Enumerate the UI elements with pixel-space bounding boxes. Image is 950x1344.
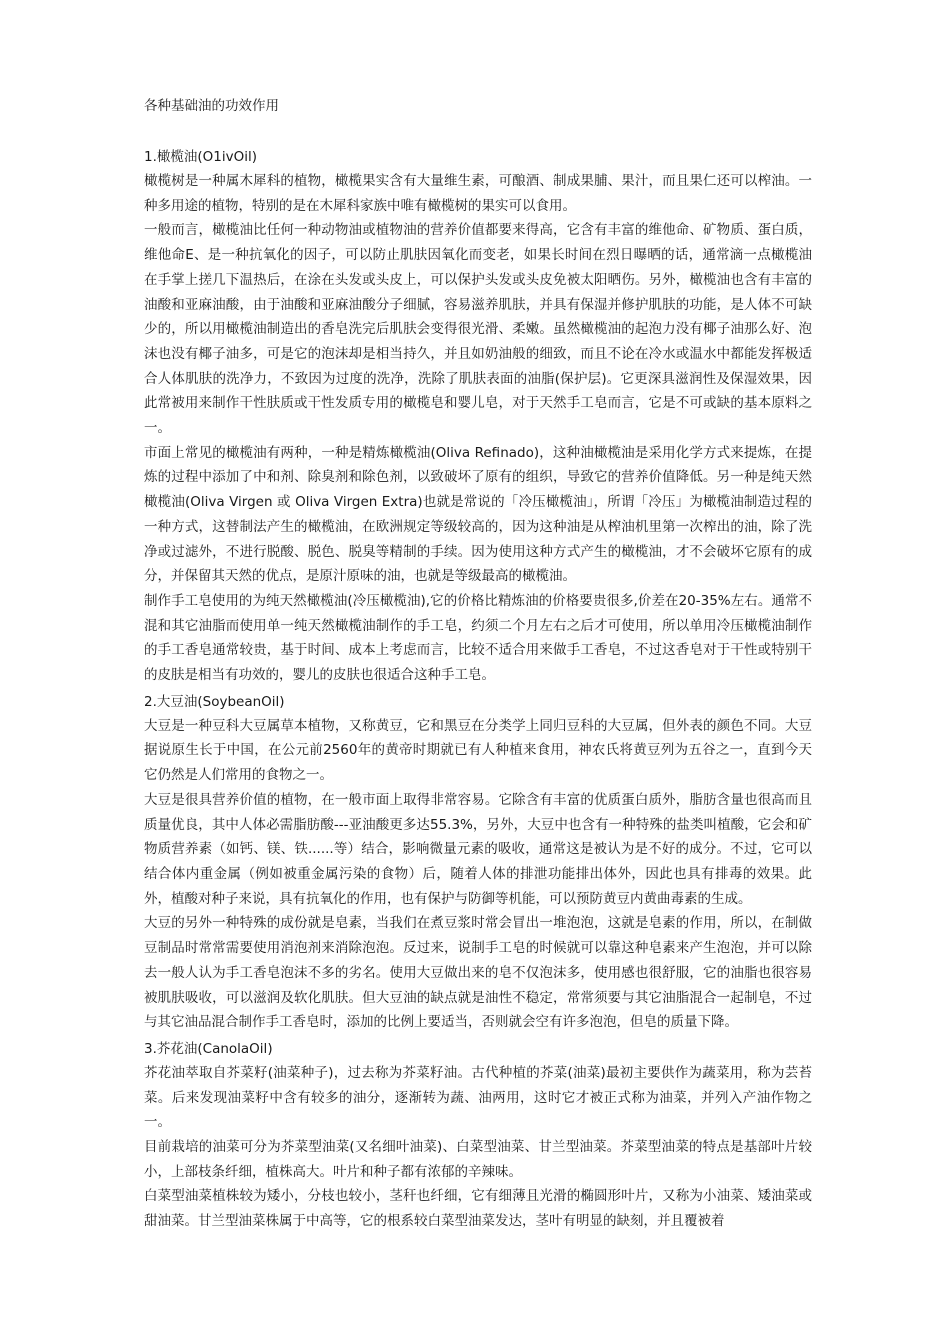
paragraph: 目前栽培的油菜可分为芥菜型油菜(又名细叶油菜)、白菜型油菜、甘兰型油菜。芥菜型油菜的特点是基部叶片较小，上部枝条纤细，植株高大。叶片和种子都有浓郁的辛辣味。: [144, 1139, 812, 1180]
paragraph: 橄榄树是一种属木犀科的植物，橄榄果实含有大量维生素，可酿酒、制成果脯、果汁，而且果仁还可以榨油。一种多用途的植物，特别的是在木犀科家族中唯有橄榄树的果实可以食用。: [144, 173, 812, 214]
paragraph: 大豆是很具营养价值的植物，在一般市面上取得非常容易。它除含有丰富的优质蛋白质外，脂肪含量也很高而且质量优良，其中人体必需脂肪酸---亚油酸更多达55.3%，另外，大豆中也含有一种特殊的盐类叫植酸，它会和矿物质营养素（如钙、镁、铁......等）结合，影响微量元素的吸收，通常这是被认为是不好的成分。不过，它可以结合体内重金属（例如被重金属污染的食物）后，随着人体的排泄功能排出体外，因此也具有排毒的效果。此外，植酸对种子来说，具有抗氧化的作用，也有保护与防御等机能，可以预防黄豆内黄曲毒素的生成。: [144, 791, 812, 907]
document-title: 各种基础油的功效作用: [144, 98, 279, 114]
section-heading-soybean-oil: 2.大豆油(SoybeanOil): [144, 693, 285, 710]
paragraph: 大豆是一种豆科大豆属草本植物，又称黄豆，它和黑豆在分类学上同归豆科的大豆属，但外表的颜色不同。大豆据说原生长于中国，在公元前2560年的黄帝时期就已有人种植来食用，神农氏将黄豆列为五谷之一，直到今天它仍然是人们常用的食物之一。: [144, 717, 812, 784]
paragraph: 白菜型油菜植株较为矮小，分枝也较小，茎秆也纤细，它有细薄且光滑的椭圆形叶片，又称为小油菜、矮油菜或甜油菜。甘兰型油菜株属于中高等，它的根系较白菜型油菜发达，茎叶有明显的缺刻，并且覆被着: [144, 1188, 812, 1230]
paragraph: 市面上常见的橄榄油有两种，一种是精炼橄榄油(Oliva Refinado)，这种油橄榄油是采用化学方式来提炼，在提炼的过程中添加了中和剂、除臭剂和除色剂，以致破坏了原有的组织，导致它的营养价值降低。另一种是纯天然橄榄油(Oliva Virgen 或 Oliva Virgen Extra)也就是常说的「冷压橄榄油」，所谓「冷压」为橄榄油制造过程的一种方式，这替制法产生的橄榄油，在欧洲规定等级较高的，因为这种油是从榨油机里第一次榨出的油，除了洗净或过滤外，不进行脱酸、脱色、脱臭等精制的手续。因为使用这种方式产生的橄榄油，才不会破坏它原有的成分，并保留其天然的优点，是原汁原味的油，也就是等级最高的橄榄油。: [144, 444, 812, 585]
paragraph: 制作手工皂使用的为纯天然橄榄油(冷压橄榄油),它的价格比精炼油的价格要贵很多,价差在20-35%左右。通常不混和其它油脂而使用单一纯天然橄榄油制作的手工皂，约须二个月左右之后才可使用，所以单用冷压橄榄油制作的手工香皂通常较贵，基于时间、成本上考虑而言，比较不适合用来做手工香皂，不过这香皂对于干性或特别干的皮肤是相当有功效的，婴儿的皮肤也很适合这种手工皂。: [144, 592, 812, 684]
paragraph: 芥花油萃取自芥菜籽(油菜种子)，过去称为芥菜籽油。古代种植的芥菜(油菜)最初主要供作为蔬菜用，称为芸苔菜。后来发现油菜籽中含有较多的油分，逐渐转为蔬、油两用，这时它才被正式称为油菜，并列入产油作物之一。: [144, 1064, 812, 1131]
section-heading-olive-oil: 1.橄榄油(O1ivOil): [144, 149, 257, 165]
document-body: [144, 95, 812, 1234]
paragraph: 大豆的另外一种特殊的成份就是皂素，当我们在煮豆浆时常会冒出一堆泡泡，这就是皂素的作用，所以，在制做豆制品时常常需要使用消泡剂来消除泡泡。反过来，说制手工皂的时候就可以靠这种皂素来产生泡泡，并可以除去一般人认为手工香皂泡沫不多的劣名。使用大豆做出来的皂不仅泡沫多，使用感也很舒服，它的油脂也很容易被肌肤吸收，可以滋润及软化肌肤。但大豆油的缺点就是油性不稳定，常常须要与其它油脂混合一起制皂，不过与其它油品混合制作手工香皂时，添加的比例上要适当，否则就会空有许多泡泡，但皂的质量下降。: [144, 915, 812, 1031]
paragraph: 一般而言，橄榄油比任何一种动物油或植物油的营养价值都要来得高，它含有丰富的维他命、矿物质、蛋白质，维他命E、是一种抗氧化的因子，可以防止肌肤因氧化而变老，如果长时间在烈日曝晒的话，通常滴一点橄榄油在手掌上搓几下温热后，在涂在头发或头皮上，可以保护头发或头皮免被太阳晒伤。另外，橄榄油也含有丰富的油酸和亚麻油酸，由于油酸和亚麻油酸分子细腻，容易滋养肌肤，并具有保湿并修护肌肤的功能，是人体不可缺少的，所以用橄榄油制造出的香皂洗完后肌肤会变得很光滑、柔嫩。虽然橄榄油的起泡力没有椰子油那么好、泡沫也没有椰子油多，可是它的泡沫却是相当持久，并且如奶油般的细致，而且不论在冷水或温水中都能发挥极适合人体肌肤的洗净力，不致因为过度的洗净，洗除了肌肤表面的油脂(保护层)。它更深具滋润性及保湿效果，因此常被用来制作干性肤质或干性发质专用的橄榄皂和婴儿皂，对于天然手工皂而言，它是不可或缺的基本原料之一。: [144, 222, 812, 437]
section-heading-canola-oil: 3.芥花油(CanolaOil): [144, 1040, 273, 1057]
